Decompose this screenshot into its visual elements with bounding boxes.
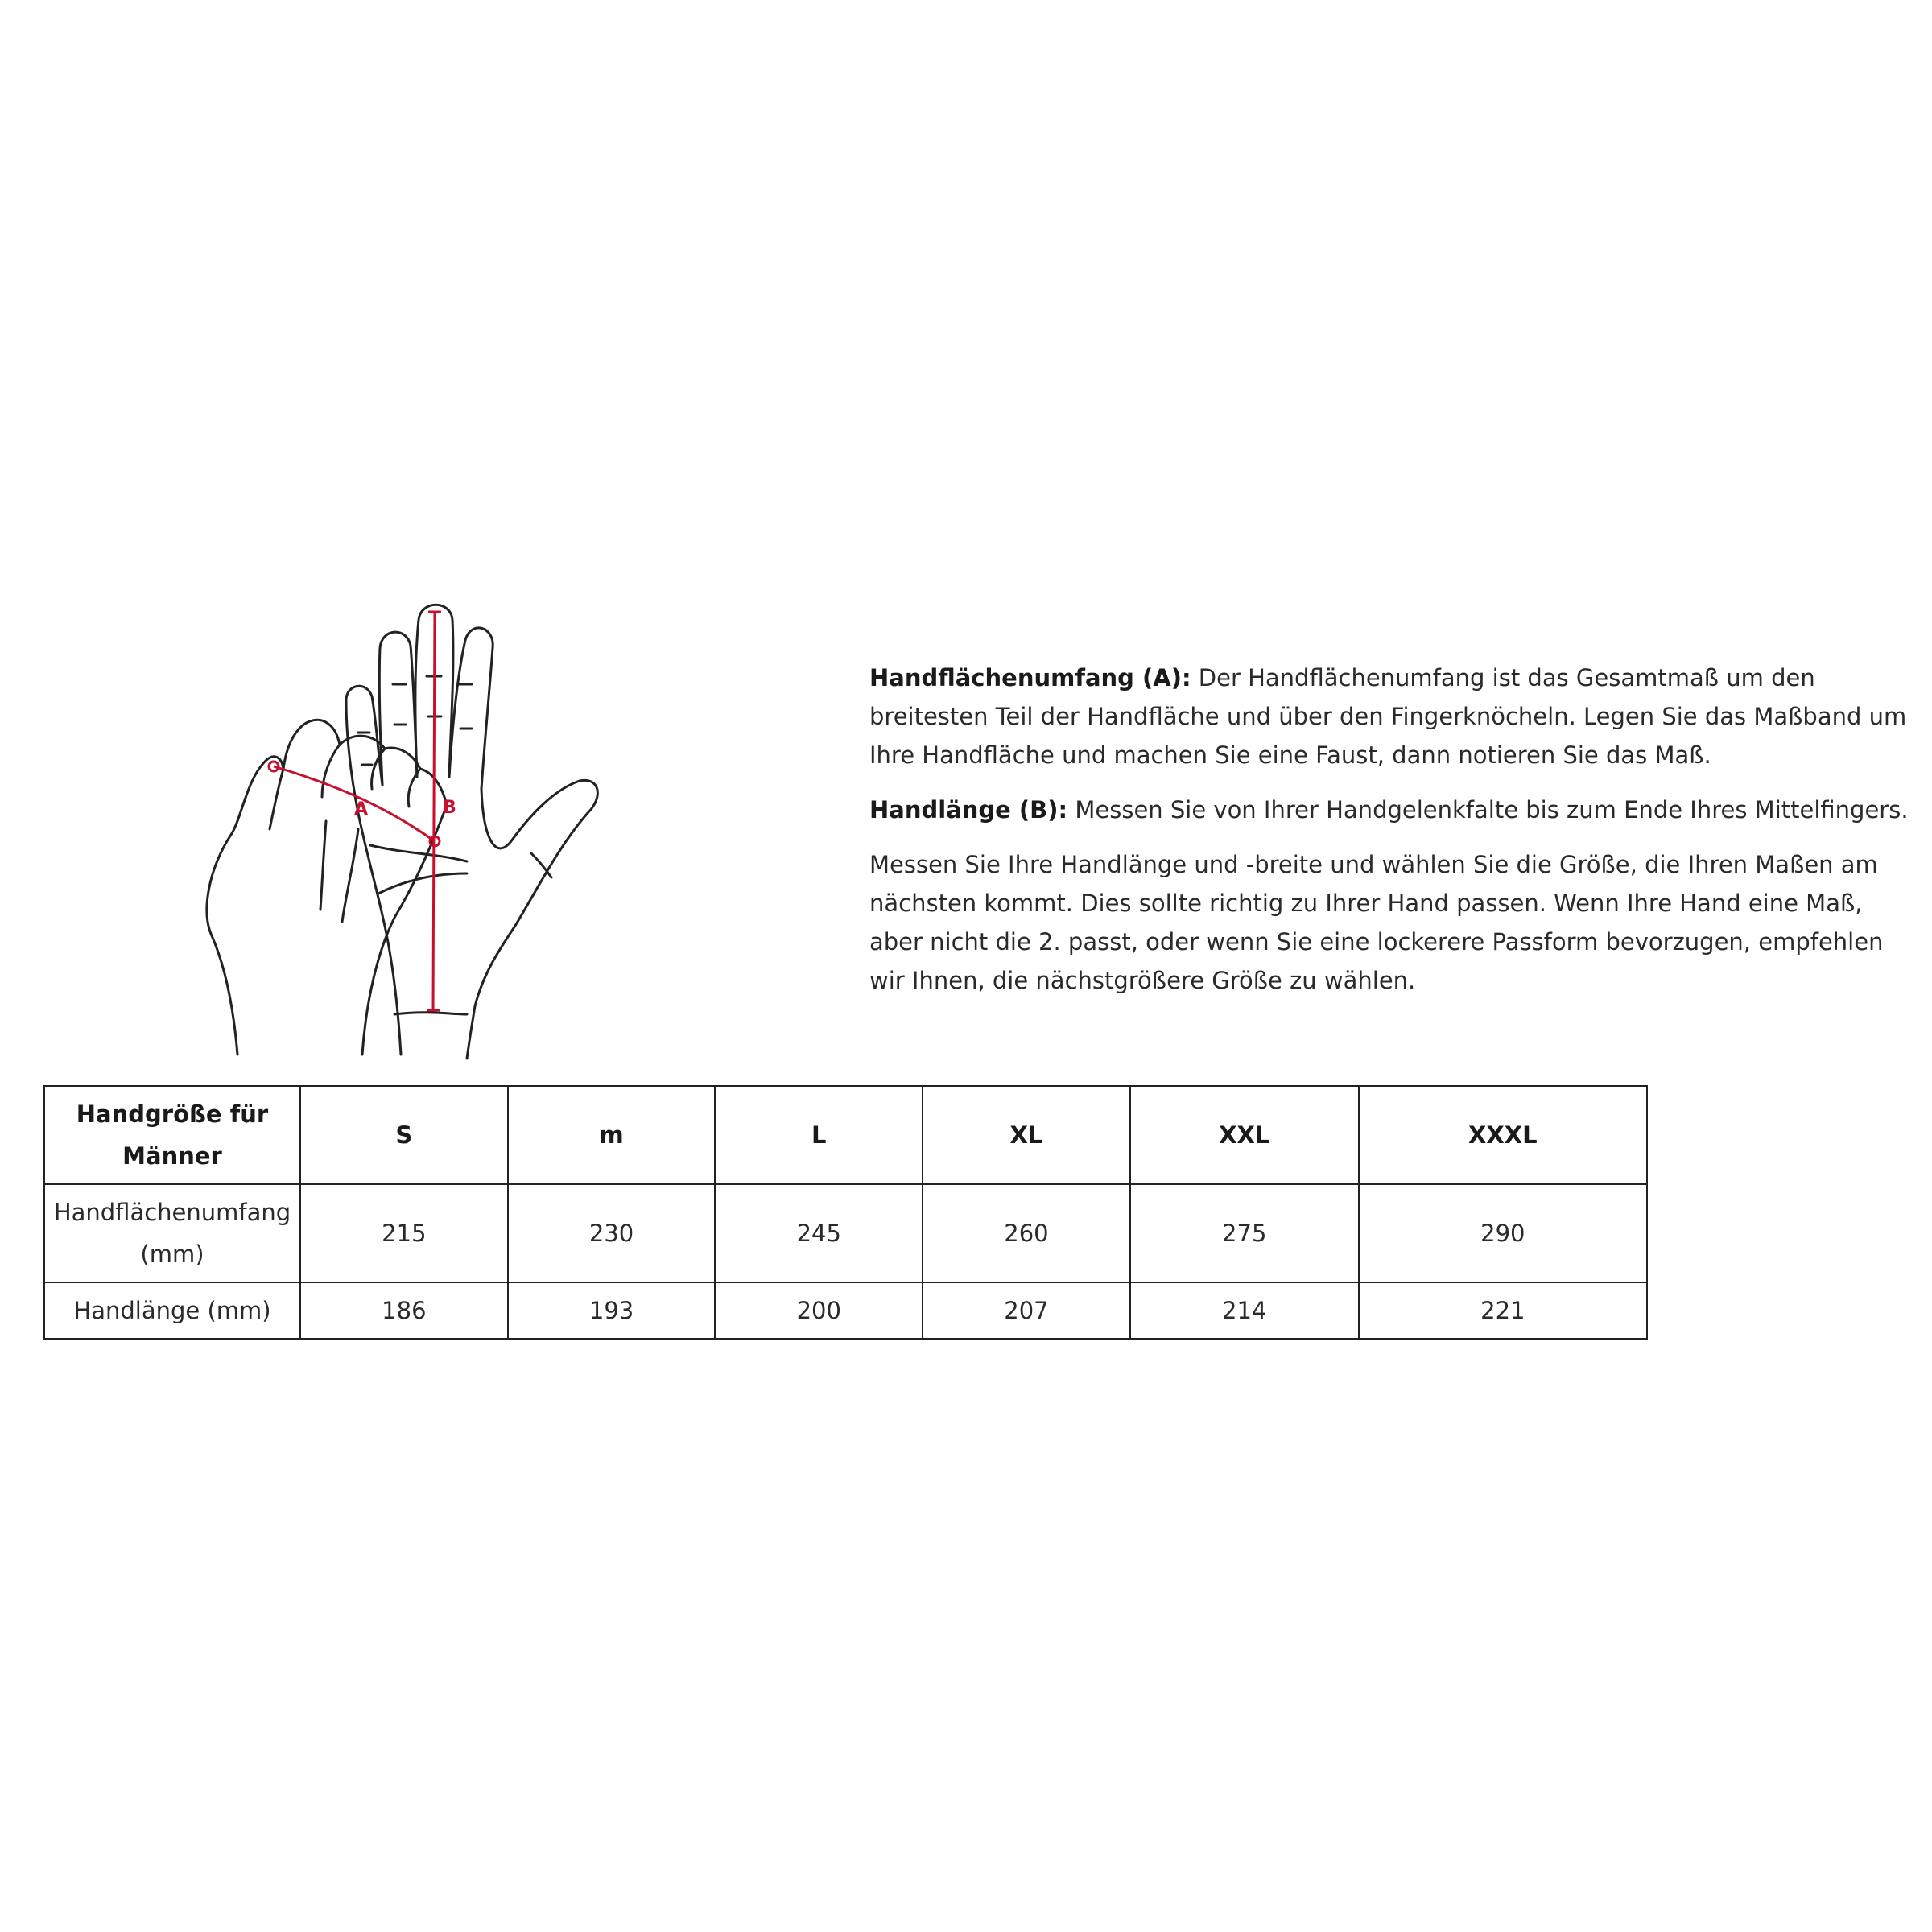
palm-circumference-text: Der Handflächenumfang ist das Gesamtmaß um den breitesten Teil der Handfläche und über den Fingerknöcheln. Legen Sie das Maßband um Ihre Handfläche und machen Sie eine Faust, dann notieren Sie das Maß. [869, 664, 1907, 769]
table-cell: 200 [715, 1282, 923, 1339]
open-hand-outline [346, 605, 597, 1059]
size-xxl: XXL [1130, 1086, 1359, 1184]
table-cell: 214 [1130, 1282, 1359, 1339]
size-xxxl: XXXL [1359, 1086, 1647, 1184]
hands-drawing [193, 596, 821, 1063]
hand-length-title: Handlänge (B): [869, 796, 1068, 824]
row-label-palm-circumference: Handflächenumfang (mm) [44, 1184, 300, 1282]
table-cell: 260 [923, 1184, 1130, 1282]
instruction-hand-length [869, 791, 1916, 829]
table-cell: 207 [923, 1282, 1130, 1339]
table-cell: 221 [1359, 1282, 1647, 1339]
hand-measurement-illustration [193, 596, 821, 1063]
table-cell: 193 [508, 1282, 716, 1339]
measurement-b-line [427, 612, 441, 1010]
table-cell: 245 [715, 1184, 923, 1282]
palm-circumference-title: Handflächenumfang (A): [869, 664, 1191, 691]
size-xl: XL [923, 1086, 1130, 1184]
size-m: m [508, 1086, 716, 1184]
table-header-label: Handgröße für Männer [44, 1086, 300, 1184]
table-header-row [44, 1086, 1647, 1184]
measurement-a-label: A [354, 799, 369, 819]
size-table [43, 1085, 1648, 1340]
table-cell: 186 [300, 1282, 508, 1339]
table-cell: 275 [1130, 1184, 1359, 1282]
instruction-palm-circumference [869, 658, 1916, 774]
size-l: L [715, 1086, 923, 1184]
size-s: S [300, 1086, 508, 1184]
measurement-instructions [869, 658, 1916, 1016]
measurement-b-label: B [443, 798, 456, 818]
table-row [44, 1184, 1647, 1282]
instruction-size-advice: Messen Sie Ihre Handlänge und -breite und wählen Sie die Größe, die Ihren Maßen am nächsten kommt. Dies sollte richtig zu Ihrer Hand passen. Wenn Ihre Hand eine Maß, aber nicht die 2. passt, oder wenn Sie eine lockerere Passform bevorzugen, empfehlen wir Ihnen, die nächstgrößere Größe zu wählen. [869, 851, 1884, 994]
row-label-hand-length: Handlänge (mm) [44, 1282, 300, 1339]
table-cell: 230 [508, 1184, 716, 1282]
table-row [44, 1282, 1647, 1339]
hand-length-text: Messen Sie von Ihrer Handgelenkfalte bis zum Ende Ihres Mittelfingers. [1067, 796, 1909, 824]
table-cell: 215 [300, 1184, 508, 1282]
fist-hand-outline [207, 720, 447, 1055]
table-cell: 290 [1359, 1184, 1647, 1282]
